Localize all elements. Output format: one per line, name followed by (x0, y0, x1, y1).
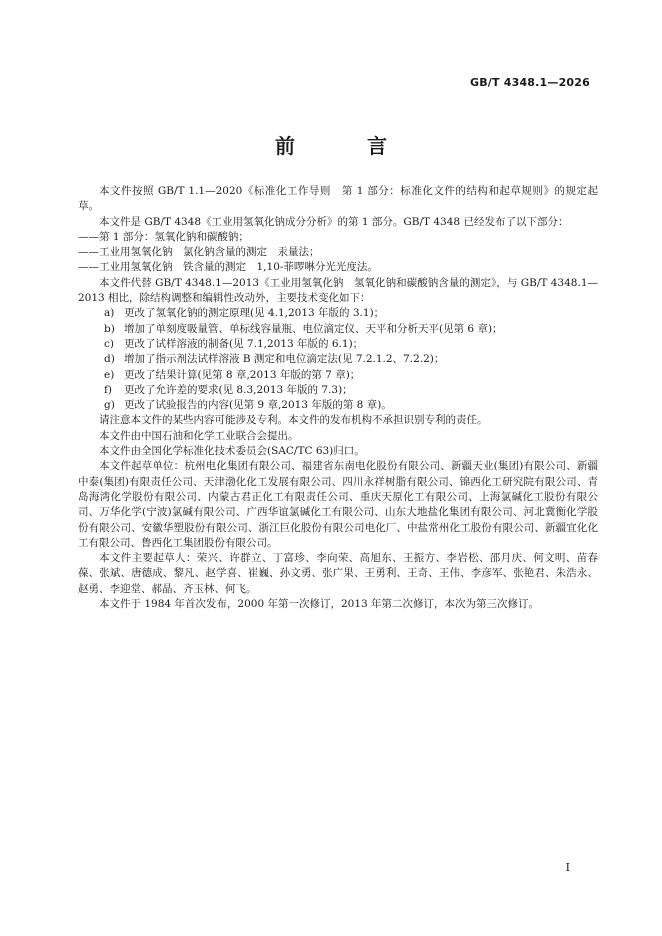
change-item (78, 383, 598, 398)
change-marker: f) (104, 383, 112, 396)
change-text: 增加了单刻度吸量管、单标线容量瓶、电位滴定仪、天平和分析天平(见第 6 章)； (124, 322, 503, 335)
paragraph: 本文件起草单位：杭州电化集团有限公司、福建省东南电化股份有限公司、新疆天业(集团)有限公司、新疆中泰(集团)有限责任公司、天津渤化化工发展有限公司、四川永祥树脂有限公司、锦西化工研究院有限公司、青岛海湾化学股份有限公司、内蒙古君正化工有限责任公司、重庆天原化工有限公司、上海氯碱化工股份有限公司、万华化学(宁波)氯碱有限公司、广西华谊氯碱化工有限公司、山东大地盐化集团有限公司、河北冀衡化学股份有限公司、安徽华塑股份有限公司、浙江巨化股份有限公司电化厂、中盐常州化工股份有限公司、新疆宜化化工有限公司、鲁西化工集团股份有限公司。 (78, 460, 598, 549)
dash-list-item: ——工业用氢氧化钠 氯化钠含量的测定 汞量法； (78, 246, 320, 259)
paragraph: 本文件由全国化学标准化技术委员会(SAC/TC 63)归口。 (99, 445, 365, 458)
paragraph: 本文件按照 GB/T 1.1—2020《标准化工作导则 第 1 部分：标准化文件的结构和起草规则》的规定起草。 (78, 185, 598, 213)
paragraph: 本文件代替 GB/T 4348.1—2013《工业用氢氧化钠 氢氧化钠和碳酸钠含量的测定》，与 GB/T 4348.1—2013 相比，除结构调整和编辑性改动外，主要技术变化如下： (78, 276, 598, 305)
change-marker: c) (104, 337, 114, 350)
change-item (78, 352, 598, 367)
change-text: 更改了氢氧化钠的测定原理(见 4.1,2013 年版的 3.1)； (124, 307, 385, 320)
dash-list-item: ——工业用氢氧化钠 铁含量的测定 1,10-菲啰啉分光光度法。 (78, 261, 378, 274)
change-text: 更改了结果计算(见第 8 章,2013 年版的第 7 章)； (124, 368, 361, 381)
page-number: I (565, 861, 570, 874)
paragraph: 本文件主要起草人：荣兴、许群立、丁富珍、李向荣、高旭东、王振方、李岩松、邵月庆、何文明、苗春葆、张斌、唐德成、黎凡、赵学喜、崔巍、孙文勇、张广果、王勇利、王奇、王伟、李彦军、张艳君、朱浩永、赵勇、李迎堂、郝晶、齐玉林、何飞。 (78, 552, 598, 595)
paragraph: 本文件是 GB/T 4348《工业用氢氧化钠成分分析》的第 1 部分。GB/T 4348 已经发布了以下部分： (99, 215, 569, 228)
change-marker: a) (104, 307, 115, 320)
change-marker: g) (104, 399, 115, 412)
change-item (78, 322, 598, 337)
change-item (78, 368, 598, 383)
change-text: 增加了指示剂法试样溶液 B 测定和电位滴定法(见 7.2.1.2、7.2.2)； (124, 353, 445, 366)
change-text: 更改了试验报告的内容(见第 9 章,2013 年版的第 8 章)。 (124, 399, 392, 412)
paragraph: 本文件由中国石油和化学工业联合会提出。 (99, 429, 299, 442)
paragraph: 本文件于 1984 年首次发布，2000 年第一次修订，2013 年第二次修订，本次为第三次修订。 (99, 598, 540, 611)
paragraph: 请注意本文件的某些内容可能涉及专利。本文件的发布机构不承担识别专利的责任。 (99, 414, 488, 427)
change-marker: e) (104, 368, 115, 381)
change-text: 更改了试样溶液的制备(见 7.1,2013 年版的 6.1)； (124, 337, 364, 350)
change-marker: d) (104, 353, 115, 366)
change-marker: b) (104, 322, 115, 335)
dash-list-item: ——第 1 部分：氢氧化钠和碳酸钠； (78, 230, 249, 243)
standard-code: GB/T 4348.1—2026 (469, 76, 590, 89)
document-body (78, 184, 598, 612)
change-item (78, 306, 598, 321)
page-title: 前 言 (275, 134, 413, 158)
change-item (78, 398, 598, 413)
change-text: 更改了允许差的要求(见 8.3,2013 年版的 7.3)； (124, 383, 353, 396)
change-item (78, 337, 598, 352)
